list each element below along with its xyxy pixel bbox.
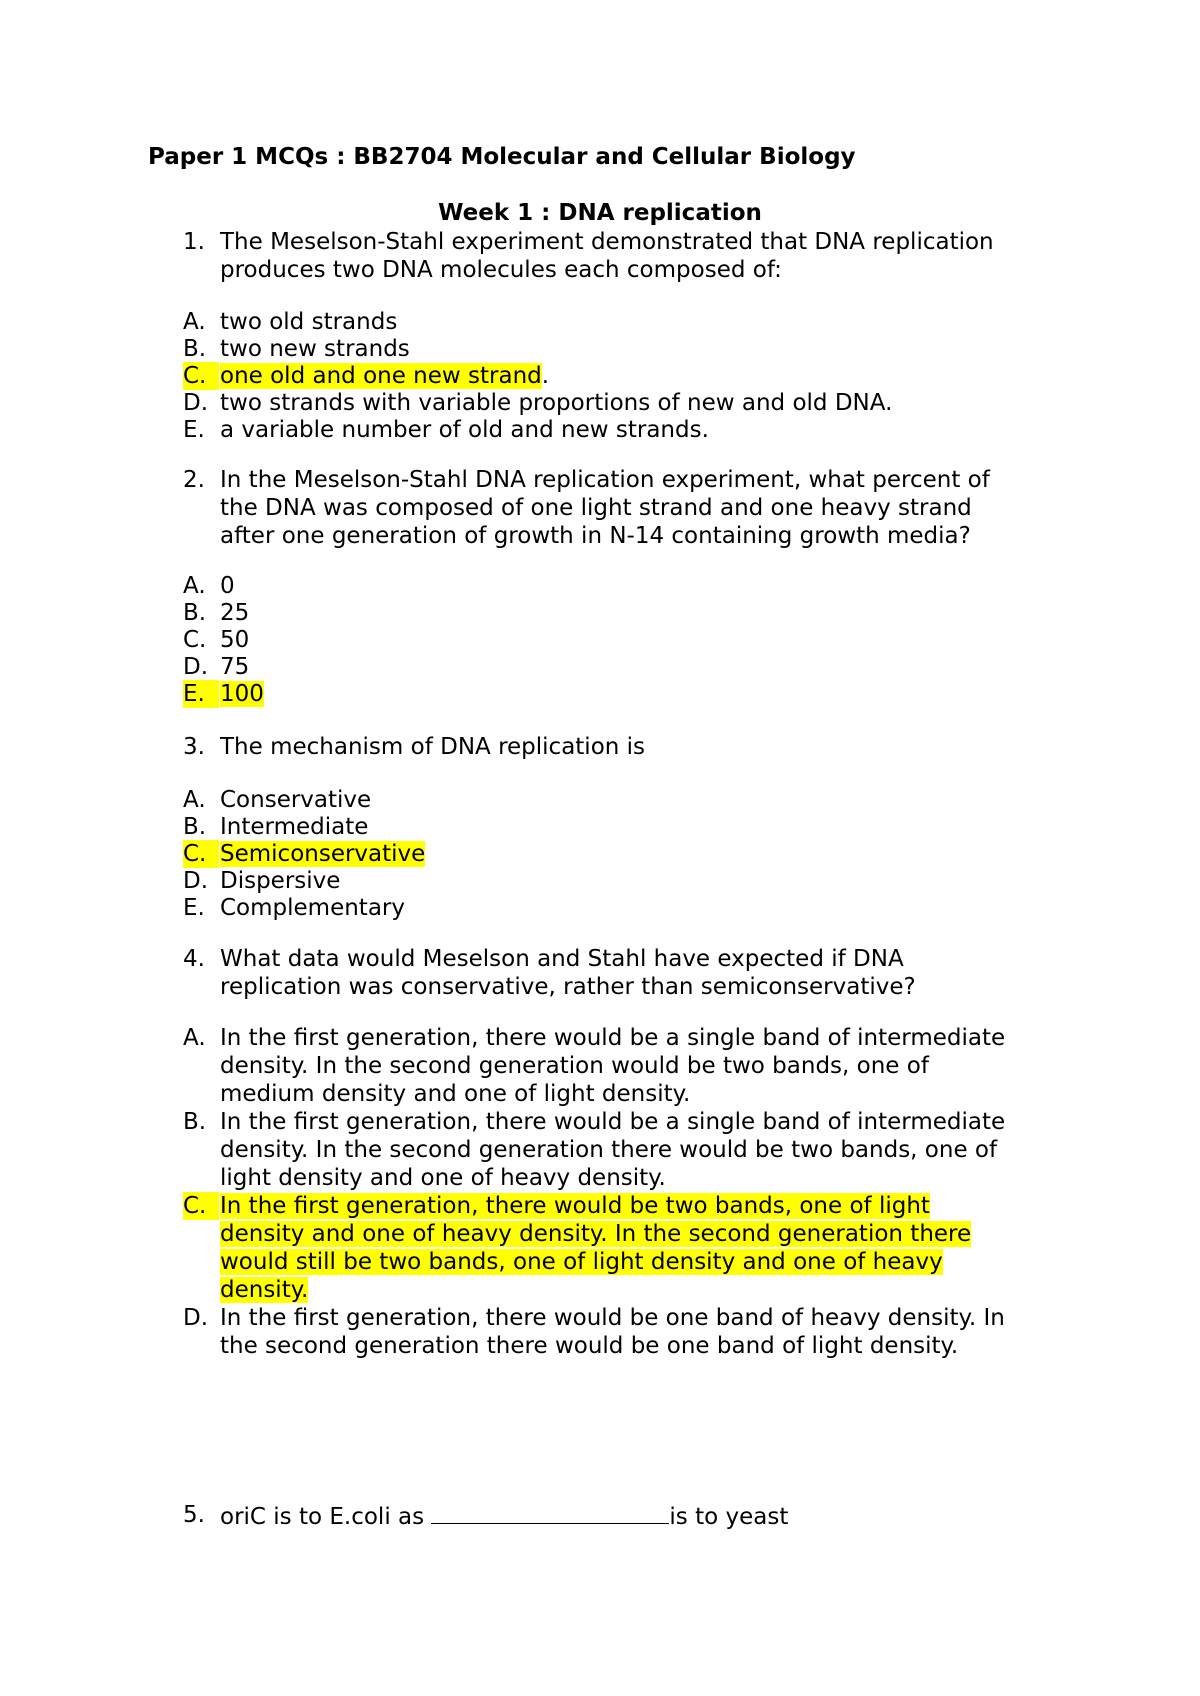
option-text-wrap — [220, 1080, 690, 1108]
option-text: In the first generation, there would be one band of heavy density. In — [220, 1305, 1005, 1331]
document-title: Paper 1 MCQs : BB2704 Molecular and Cellular Biology — [148, 144, 856, 170]
option-text: Complementary — [220, 895, 405, 921]
answer-blank — [431, 1501, 669, 1524]
option-text-wrap — [220, 680, 264, 708]
question-text-after-blank: is to yeast — [669, 1504, 789, 1530]
option-text-wrap — [220, 1220, 971, 1248]
option-text: two old strands — [220, 309, 398, 335]
option-letter: D. — [183, 390, 209, 416]
option-text: In the first generation, there would be two bands, one of light — [220, 1193, 930, 1219]
question-number: 4. — [183, 946, 205, 972]
question-text: after one generation of growth in N-14 containing growth media? — [220, 523, 971, 549]
option-text: Intermediate — [220, 814, 369, 840]
option-text-wrap — [220, 1108, 1005, 1136]
option-letter: C. — [183, 362, 219, 390]
week-heading: Week 1 : DNA replication — [438, 200, 762, 226]
option-letter: C. — [183, 627, 207, 653]
option-text: 75 — [220, 654, 250, 680]
option-letter: E. — [183, 417, 205, 443]
option-text-wrap — [220, 1332, 958, 1360]
question-text: The mechanism of DNA replication is — [220, 734, 646, 760]
option-text: density and one of heavy density. In the second generation there — [220, 1221, 972, 1247]
option-text: two new strands — [220, 336, 410, 362]
option-letter: A. — [183, 787, 206, 813]
option-text: would still be two bands, one of light density and one of heavy — [220, 1249, 943, 1275]
option-letter: C. — [183, 1192, 219, 1220]
option-suffix: . — [541, 363, 550, 389]
option-text-wrap — [220, 572, 235, 600]
option-text-wrap — [220, 1052, 929, 1080]
question-text-before-blank: oriC is to E.coli as — [220, 1504, 432, 1530]
option-letter: B. — [183, 1109, 207, 1135]
option-text: density. In the second generation would be two bands, one of — [220, 1053, 929, 1079]
option-text: two strands with variable proportions of new and old DNA. — [220, 390, 893, 416]
option-text: density. In the second generation there would be two bands, one of — [220, 1137, 998, 1163]
option-text: Semiconservative — [220, 841, 426, 867]
option-text: 50 — [220, 627, 250, 653]
option-text-wrap — [220, 813, 368, 841]
option-text-wrap — [220, 867, 340, 895]
question-number: 5. — [183, 1502, 205, 1528]
question-number: 1. — [183, 229, 205, 255]
option-text: Conservative — [220, 787, 372, 813]
option-text-wrap — [220, 1164, 666, 1192]
question-text: replication was conservative, rather than semiconservative? — [220, 974, 916, 1000]
option-text-wrap — [220, 653, 249, 681]
question-number: 2. — [183, 467, 205, 493]
option-text-wrap — [220, 308, 397, 336]
option-text-wrap — [220, 1192, 930, 1220]
option-text: Dispersive — [220, 868, 341, 894]
option-text-wrap — [220, 786, 371, 814]
option-text: the second generation there would be one band of light density. — [220, 1333, 959, 1359]
option-text-wrap — [220, 1304, 1005, 1332]
question-number: 3. — [183, 734, 205, 760]
option-text: 0 — [220, 573, 235, 599]
option-text-wrap — [220, 1248, 943, 1276]
question-text: The Meselson-Stahl experiment demonstrated that DNA replication — [220, 229, 994, 255]
option-text: one old and one new strand — [220, 363, 542, 389]
question-text: the DNA was composed of one light strand and one heavy strand — [220, 495, 972, 521]
option-letter: A. — [183, 1025, 206, 1051]
option-text-wrap — [220, 599, 249, 627]
option-text: density. — [220, 1277, 309, 1303]
option-text: light density and one of heavy density. — [220, 1165, 666, 1191]
option-text: a variable number of old and new strands. — [220, 417, 709, 443]
option-text-wrap — [220, 1024, 1005, 1052]
option-text-wrap — [220, 362, 549, 390]
option-text-wrap — [220, 626, 249, 654]
option-letter: E. — [183, 895, 205, 921]
option-text-wrap — [220, 1136, 997, 1164]
option-text-wrap — [220, 1276, 308, 1304]
option-letter: B. — [183, 600, 207, 626]
option-text: medium density and one of light density. — [220, 1081, 691, 1107]
option-letter: B. — [183, 814, 207, 840]
option-text-wrap — [220, 840, 425, 868]
option-text-wrap — [220, 894, 405, 922]
option-letter: D. — [183, 868, 209, 894]
option-letter: B. — [183, 336, 207, 362]
option-text-wrap — [220, 335, 410, 363]
question-text: What data would Meselson and Stahl have expected if DNA — [220, 946, 904, 972]
option-letter: C. — [183, 840, 219, 868]
question-text: produces two DNA molecules each composed of: — [220, 257, 782, 283]
question-text — [220, 1501, 788, 1531]
option-letter: E. — [183, 680, 219, 708]
option-letter: D. — [183, 654, 209, 680]
option-text-wrap — [220, 389, 892, 417]
option-text: In the first generation, there would be a single band of intermediate — [220, 1025, 1006, 1051]
option-text-wrap — [220, 416, 709, 444]
option-letter: A. — [183, 309, 206, 335]
option-letter: A. — [183, 573, 206, 599]
option-letter: D. — [183, 1305, 209, 1331]
option-text: In the first generation, there would be a single band of intermediate — [220, 1109, 1006, 1135]
option-text: 100 — [220, 681, 264, 707]
option-text: 25 — [220, 600, 250, 626]
question-text: In the Meselson-Stahl DNA replication experiment, what percent of — [220, 467, 990, 493]
